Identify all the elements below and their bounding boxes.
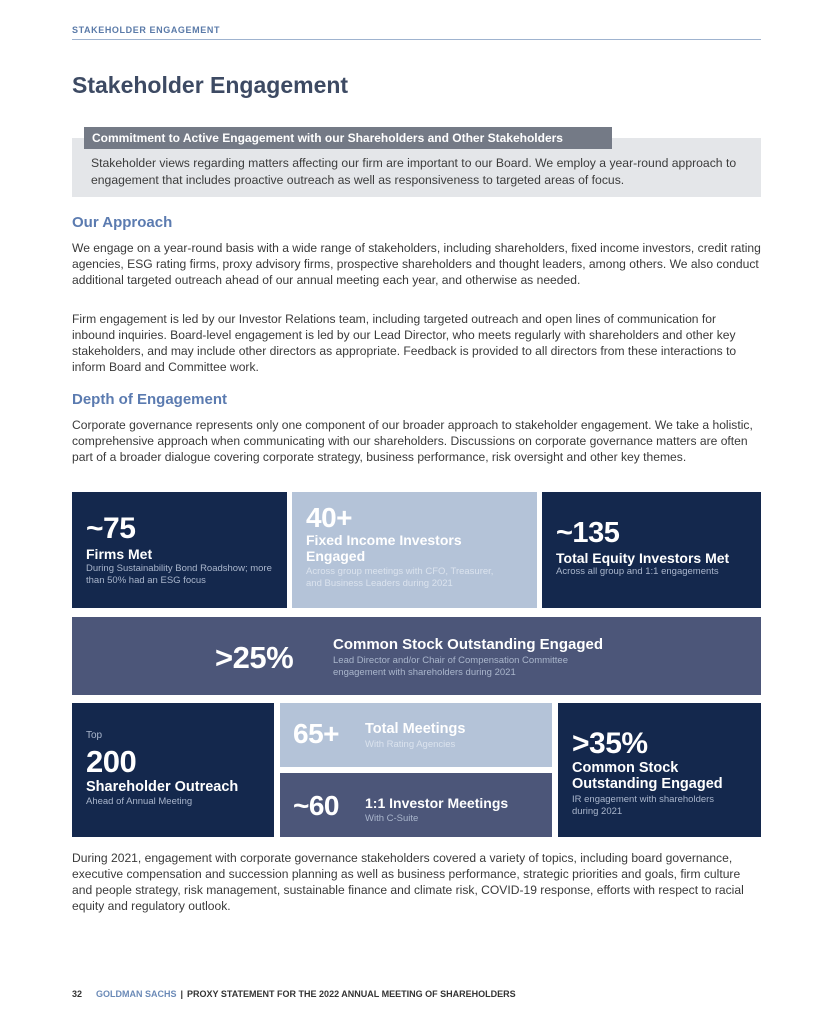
stat-value: ~75 — [86, 512, 136, 545]
stat-subtext: Across group meetings with CFO, Treasurer, and Business Leaders during 2021 — [306, 566, 494, 589]
approach-heading: Our Approach — [72, 214, 173, 231]
stat-value: ~60 — [293, 790, 339, 821]
stat-value: >35% — [572, 727, 648, 760]
depth-paragraph: Corporate governance represents only one component of our broader approach to stakeholder engagement. We take a holistic, comprehensive approach when communicating with our shareholders. Discussions on corporate governance matters are often part of a broader dialogue covering corporate strategy, business performance, risk oversight and other key themes. — [72, 418, 753, 464]
stat-tile-ir-engaged — [558, 703, 761, 837]
section-tag: STAKEHOLDER ENGAGEMENT — [72, 25, 221, 35]
header-rule — [72, 39, 761, 40]
stat-label: Fixed Income Investors Engaged — [306, 532, 462, 564]
stat-tile-fixed-income — [292, 492, 537, 608]
approach-paragraph-2: Firm engagement is led by our Investor Relations team, including targeted outreach and open lines of communication for inbound inquiries. Board-level engagement is led by our Lead Director, who meets regularly with shareholders and other key stakeholders, and may include other directors as appropriate. Feedback is provided to all directors from these interactions to inform Board and Committee work. — [72, 312, 737, 374]
page-title: Stakeholder Engagement — [72, 72, 349, 98]
stat-value: 65+ — [293, 718, 339, 749]
stat-tile-firms-met — [72, 492, 287, 608]
stat-label: Common Stock Outstanding Engaged — [572, 760, 723, 792]
stat-subtext: During Sustainability Bond Roadshow; more than 50% had an ESG focus — [86, 563, 272, 586]
stat-tile-shareholder-outreach — [72, 703, 274, 837]
stat-subtext: With Rating Agencies — [365, 739, 456, 750]
stat-tile-investor-meetings — [280, 773, 552, 837]
stat-subtext: Ahead of Annual Meeting — [86, 796, 193, 807]
stat-subtext: Across all group and 1:1 engagements — [556, 566, 719, 577]
stat-prefix: Top — [86, 730, 103, 741]
stat-tile-equity-investors — [542, 492, 761, 608]
footer-brand: GOLDMAN SACHS — [96, 989, 177, 999]
callout-body: Stakeholder views regarding matters affecting our firm are important to our Board. We employ a year-round approach to engagement that includes proactive outreach as well as responsiveness to targeted areas of focus. — [91, 156, 737, 187]
stat-subtext: Lead Director and/or Chair of Compensation Committee engagement with shareholders during 2021 — [333, 655, 568, 678]
stat-subtext: IR engagement with shareholders during 2021 — [572, 794, 715, 817]
stat-label: Total Equity Investors Met — [556, 550, 730, 566]
closing-paragraph: During 2021, engagement with corporate governance stakeholders covered a variety of topics, including board governance, executive compensation and succession planning as well as business performance, strategic priorities and goals, firm culture and people strategy, risk management, sustainable finance and climate risk, COVID-19 response, efforts with respect to racial equity and regulatory outlook. — [72, 851, 744, 913]
stat-subtext: With C-Suite — [365, 813, 419, 824]
footer-separator: | — [180, 989, 184, 999]
page-footer — [72, 989, 516, 999]
stat-label: Shareholder Outreach — [86, 779, 239, 795]
stat-value: >25% — [215, 640, 294, 675]
stat-tile-total-meetings — [280, 703, 552, 767]
stat-label: Total Meetings — [365, 721, 466, 737]
page-number: 32 — [72, 989, 83, 999]
approach-paragraph-1: We engage on a year-round basis with a wide range of stakeholders, including shareholders, fixed income investors, credit rating agencies, ESG rating firms, proxy advisory firms, prospective shareholders and thought leaders, among others. We also conduct additional targeted outreach ahead of our annual meeting each year, and otherwise as needed. — [72, 241, 761, 287]
footer-doc-title: PROXY STATEMENT FOR THE 2022 ANNUAL MEETING OF SHAREHOLDERS — [187, 989, 516, 999]
stat-label: Common Stock Outstanding Engaged — [333, 636, 604, 653]
stat-value: 200 — [86, 744, 137, 779]
callout-heading: Commitment to Active Engagement with our Shareholders and Other Stakeholders — [84, 127, 612, 149]
stat-label: 1:1 Investor Meetings — [365, 795, 509, 811]
stat-label: Firms Met — [86, 546, 153, 562]
depth-heading: Depth of Engagement — [72, 391, 228, 408]
stat-value: ~135 — [556, 517, 620, 549]
stat-tile-common-stock — [72, 617, 761, 695]
stat-value: 40+ — [306, 502, 352, 533]
